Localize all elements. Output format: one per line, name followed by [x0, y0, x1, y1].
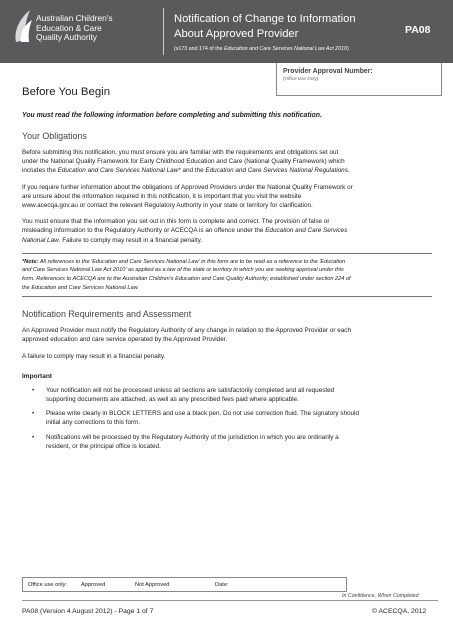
- header-divider: [163, 8, 164, 55]
- footer-copyright: © ACECQA, 2012: [372, 608, 427, 615]
- footer-divider: [22, 600, 438, 601]
- office-use-box: [22, 577, 347, 592]
- footer-version-page: PA08 (Version 4 August 2012) - Page 1 of 7: [22, 608, 154, 615]
- not-approved-field[interactable]: Not Approved: [135, 581, 170, 588]
- page-header: [0, 0, 453, 63]
- form-title: Notification of Change to Information About Approved Provider: [174, 13, 356, 40]
- list-item: • Your notification will not be processed unless all sections are satisfactorily completed and all requested supporting documents are attached, as well as any prescribed fees paid where applicable.: [32, 386, 335, 404]
- bullet-icon: •: [32, 386, 35, 394]
- confidentiality-note: In Confidence, When Completed: [342, 593, 419, 599]
- approval-office-use-note: (Office Use Only): [283, 76, 319, 81]
- main-content: [22, 86, 432, 456]
- obligations-paragraph-1: Before submitting this notification, you must ensure you are familiar with the requirements and obligations set out under the National Quality Framework for Early Childhood Education and Care (National Quality Framework) which includes the Education and Care Services National Law* and the Education and Care Services National Regulations.: [22, 149, 350, 175]
- important-list: [22, 386, 432, 451]
- obligations-paragraph-2: If you require further information about the obligations of Approved Providers under the National Quality Framework or are unsure about the information required in this notification, it is important that you visit the website www.acecqa.gov.au or contact the relevant Regulatory Authority in your state or territory for clarification.: [22, 183, 353, 210]
- bullet-icon: •: [32, 410, 35, 418]
- obligations-heading: Your Obligations: [22, 131, 87, 141]
- form-code: PA08: [405, 24, 431, 36]
- intro-instruction: You must read the following information before completing and submitting this notification.: [22, 112, 322, 119]
- list-item: • Please write clearly in BLOCK LETTERS and use a black pen. Do not use correction fluid. The signatory should initial any corrections to this form.: [32, 410, 359, 427]
- list-item: • Notifications will be processed by the Regulatory Authority of the jurisdiction in which you are ordinarily a resident, or the principal office is located.: [32, 433, 339, 450]
- bullet-icon: •: [32, 433, 35, 441]
- requirements-heading: Notification Requirements and Assessment: [22, 309, 192, 320]
- acecqa-logo-icon: [12, 6, 34, 46]
- important-label: Important: [22, 372, 52, 380]
- org-name: Australian Children's Education & Care Quality Authority: [36, 13, 113, 43]
- approval-number-label: Provider Approval Number:: [283, 68, 373, 75]
- obligations-paragraph-3: You must ensure that the information you set out in this form is complete and correct. The provision of false or misleading information to the Regulatory Authority or ACECQA is an offence under the Education and Care Services National Law. Failure to comply may result in a financial penalty.: [22, 218, 348, 244]
- approved-field[interactable]: Approved: [81, 581, 106, 588]
- requirements-paragraph-2: A failure to comply may result in a financial penalty.: [22, 352, 166, 360]
- date-field[interactable]: Date:: [215, 581, 229, 588]
- national-law-note: *Note: All references to the 'Education and Care Services National Law' in this form are to be read as a reference to the 'Education and Care Services National Law Act 2010' as applied as a law of the state or territory in which you are seeking approval under this form. References to ACECQA are to the Australian Children's Education and Care Quality Authority; established under section 224 of the Education and Care Services National Law.: [22, 253, 432, 297]
- form-legal-reference: (s173 and 174 of the Education and Care Services National Law Act 2010): [174, 46, 349, 52]
- office-use-label: Office use only:: [28, 581, 68, 588]
- before-you-begin-title: Before You Begin: [22, 86, 111, 98]
- requirements-paragraph-1: An Approved Provider must notify the Regulatory Authority of any change in relation to the Approved Provider or each approved education and care service operated by the Approved Provider.: [22, 327, 352, 344]
